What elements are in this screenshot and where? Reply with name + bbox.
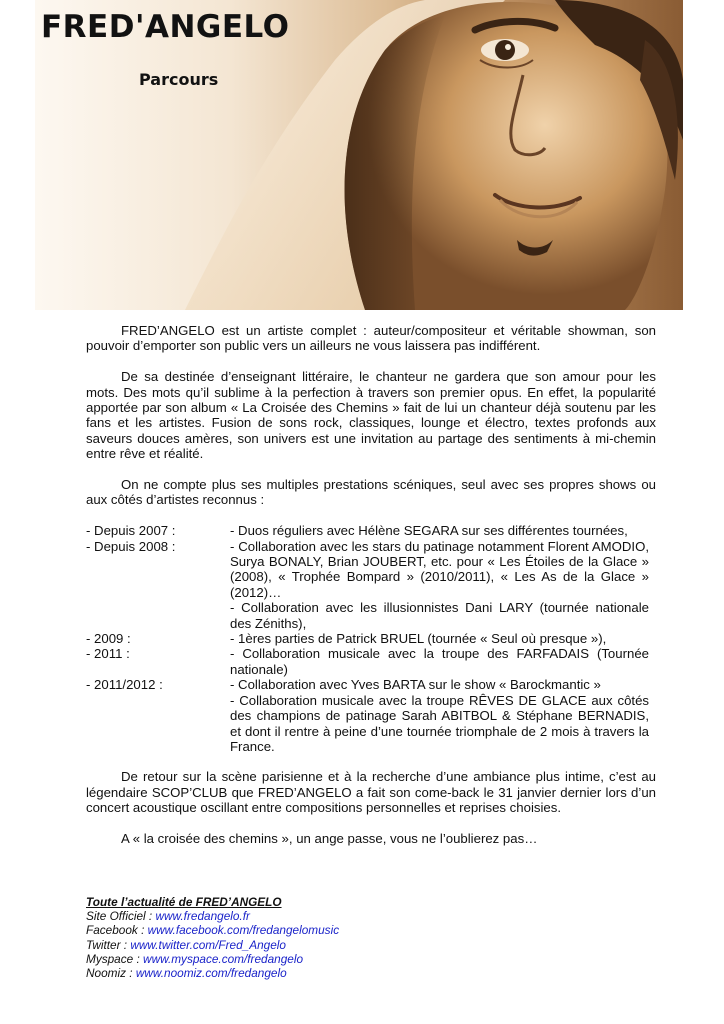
timeline-item: - Duos réguliers avec Hélène SEGARA sur ses différentes tournées, [230,523,628,539]
career-timeline [86,523,656,754]
tagline-paragraph: A « la croisée des chemins », un ange passe, vous ne l’oublierez pas… [121,830,538,846]
timeline-item: - Collaboration musicale avec la troupe des FARFADAIS (Tournée nationale) [230,646,649,677]
timeline-item: - Collaboration avec Yves BARTA sur le show « Barockmantic » [230,677,601,693]
timeline-item: - Collaboration avec les stars du patinage notamment Florent AMODIO, Surya BONALY, Brian JOUBERT, etc. pour « Les Étoiles de la Glace » (2008), « Trophée Bompard » (2010/2011), « Les As de la Glace » (2012)… [230,538,649,600]
timeline-row [86,631,656,646]
timeline-row [86,523,656,538]
link-label: Twitter : [86,937,131,952]
bio-content [86,323,656,862]
performances-intro: On ne compte plus ses multiples prestations scéniques, seul avec ses propres shows ou aux côtés d’artistes reconnus : [86,477,656,508]
link-label: Facebook : [86,923,148,938]
site-link[interactable]: www.fredangelo.fr [155,909,250,924]
footer-link-row [86,909,486,923]
facebook-link[interactable]: www.facebook.com/fredangelomusic [147,923,340,938]
link-label: Noomiz : [86,966,136,981]
timeline-item: - Collaboration avec les illusionnistes Dani LARY (tournée nationale des Zéniths), [230,600,649,631]
bio-paragraph: De sa destinée d’enseignant littéraire, le chanteur ne gardera que son amour pour les mots. Des mots qu’il sublime à la perfection à travers son premier opus. En effet, la popularité apportée par son album « La Croisée des Chemins » fait de lui un chanteur déjà soutenu par les fans et les artistes. Fusion de sons rock, classiques, lounge et électro, textes profonds aux saveurs douces amères, son univers est une invitation au partage des sentiments à mi-chemin entre rêve et réalité. [86,369,656,462]
brand-title: FRED'ANGELO [41,9,290,45]
footer-links [86,895,486,980]
footer-link-row [86,952,486,966]
noomiz-link[interactable]: www.noomiz.com/fredangelo [135,966,287,981]
footer-link-row [86,966,486,980]
timeline-period: - 2011/2012 : [86,677,163,693]
timeline-row [86,539,656,631]
link-label: Site Officiel : [86,909,156,924]
footer-link-row [86,923,486,937]
timeline-item: - 1ères parties de Patrick BRUEL (tournée « Seul où presque »), [230,631,607,647]
timeline-period: - 2009 : [86,631,131,647]
link-label: Myspace : [86,951,144,966]
twitter-link[interactable]: www.twitter.com/Fred_Angelo [130,937,286,952]
footer-heading: Toute l’actualité de FRED’ANGELO [86,895,282,909]
timeline-row [86,677,656,754]
closing-paragraph: De retour sur la scène parisienne et à la recherche d’une ambiance plus intime, c’est au légendaire SCOP’CLUB que FRED’ANGELO a fait son come-back le 31 janvier dernier lors d’un concert acoustique oscillant entre compositions personnelles et reprises choisies. [86,769,656,816]
artist-portrait [35,0,683,310]
timeline-item: - Collaboration musicale avec la troupe RÊVES DE GLACE aux côtés des champions de patinage Sarah ABITBOL & Stéphane BERNADIS, et dont il rentre à peine d’une tournée triomphale de 2 mois à travers la France. [230,692,649,754]
footer-link-row [86,938,486,952]
myspace-link[interactable]: www.myspace.com/fredangelo [143,951,304,966]
intro-paragraph: FRED’ANGELO est un artiste complet : auteur/compositeur et véritable showman, son pouvoir d’emporter son public vers un ailleurs ne vous laissera pas indifférent. [86,323,656,354]
timeline-row [86,646,656,677]
header-banner [35,0,683,310]
timeline-period: - 2011 : [86,646,130,662]
timeline-period: - Depuis 2008 : [86,538,176,554]
timeline-period: - Depuis 2007 : [86,523,176,539]
page-subtitle: Parcours [139,70,219,89]
